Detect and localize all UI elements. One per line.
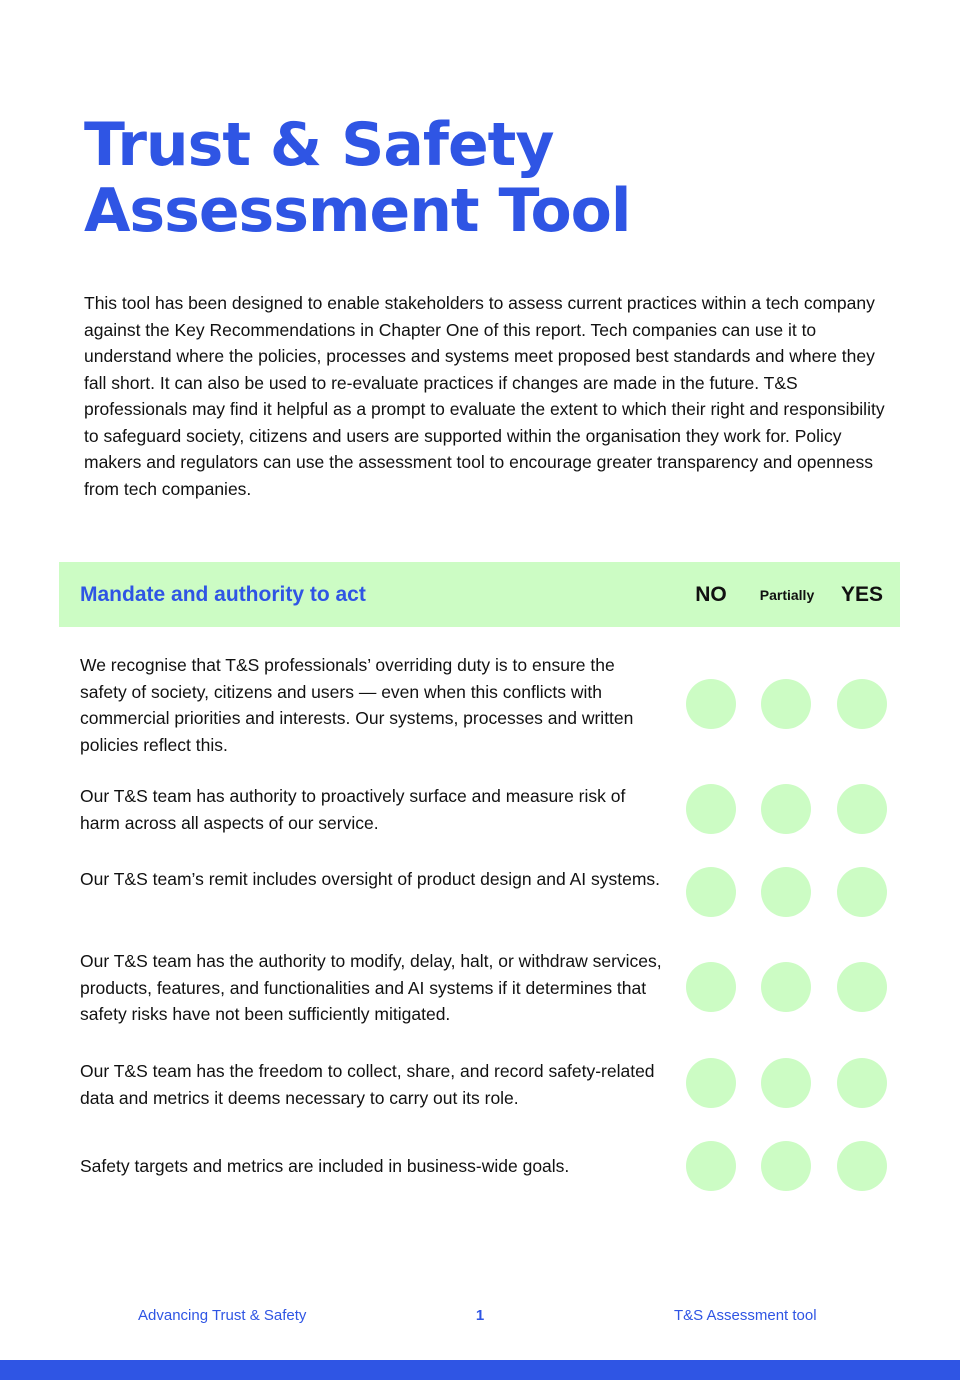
statement-1-partially-option[interactable]	[761, 679, 811, 729]
statement-1-no-option[interactable]	[686, 679, 736, 729]
statement-4-yes-option[interactable]	[837, 962, 887, 1012]
statement-2: Our T&S team has authority to proactively surface and measure risk of harm across all aspects of our service.	[80, 786, 626, 833]
statement-4-partially-option[interactable]	[761, 962, 811, 1012]
statement-5-yes-option[interactable]	[837, 1058, 887, 1108]
statement-2-no-option[interactable]	[686, 784, 736, 834]
statement-4: Our T&S team has the authority to modify, delay, halt, or withdraw services, products, features, and functionalities and AI systems if it determines that safety risks have not been sufficiently mitigated.	[80, 951, 662, 1024]
footer-report-title: Advancing Trust & Safety	[138, 1307, 307, 1324]
page-number: 1	[475, 1307, 485, 1324]
bottom-accent-bar	[0, 1360, 960, 1380]
statement-3-partially-option[interactable]	[761, 867, 811, 917]
statement-3-yes-option[interactable]	[837, 867, 887, 917]
column-label-yes: YES	[840, 582, 884, 606]
statement-1: We recognise that T&S professionals’ overriding duty is to ensure the safety of society, citizens and users — even when this conflicts with commercial priorities and interests. Our systems, processes and written policies reflect this.	[80, 655, 634, 755]
column-label-no: NO	[695, 582, 727, 606]
section-title: Mandate and authority to act	[80, 583, 366, 606]
statement-6-yes-option[interactable]	[837, 1141, 887, 1191]
statement-2-partially-option[interactable]	[761, 784, 811, 834]
statement-5: Our T&S team has the freedom to collect, share, and record safety-related data and metrics it deems necessary to carry out its role.	[80, 1061, 655, 1108]
statement-6-partially-option[interactable]	[761, 1141, 811, 1191]
section-header	[59, 562, 900, 627]
title-line-1: Trust & Safety	[84, 110, 554, 180]
statement-1-yes-option[interactable]	[837, 679, 887, 729]
statement-5-partially-option[interactable]	[761, 1058, 811, 1108]
statement-6-no-option[interactable]	[686, 1141, 736, 1191]
title-line-2: Assessment Tool	[84, 176, 631, 246]
statement-5-no-option[interactable]	[686, 1058, 736, 1108]
column-label-partially: Partially	[759, 586, 815, 603]
statement-6: Safety targets and metrics are included in business-wide goals.	[80, 1156, 570, 1176]
statement-2-yes-option[interactable]	[837, 784, 887, 834]
statement-4-no-option[interactable]	[686, 962, 736, 1012]
statement-3: Our T&S team’s remit includes oversight of product design and AI systems.	[80, 869, 661, 889]
statement-3-no-option[interactable]	[686, 867, 736, 917]
footer-section-title: T&S Assessment tool	[674, 1307, 817, 1324]
intro-paragraph: This tool has been designed to enable stakeholders to assess current practices within a tech company against the Key Recommendations in Chapter One of this report. Tech companies can use it to understand where the policies, processes and systems meet proposed best standards and where they fall short. It can also be used to re-evaluate practices if changes are made in the future. T&S professionals may find it helpful as a prompt to evaluate the extent to which their right and responsibility to safeguard society, citizens and users are supported within the organisation they work for. Policy makers and regulators can use the assessment tool to encourage greater transparency and openness from tech companies.	[84, 293, 885, 499]
page-title	[84, 112, 630, 244]
